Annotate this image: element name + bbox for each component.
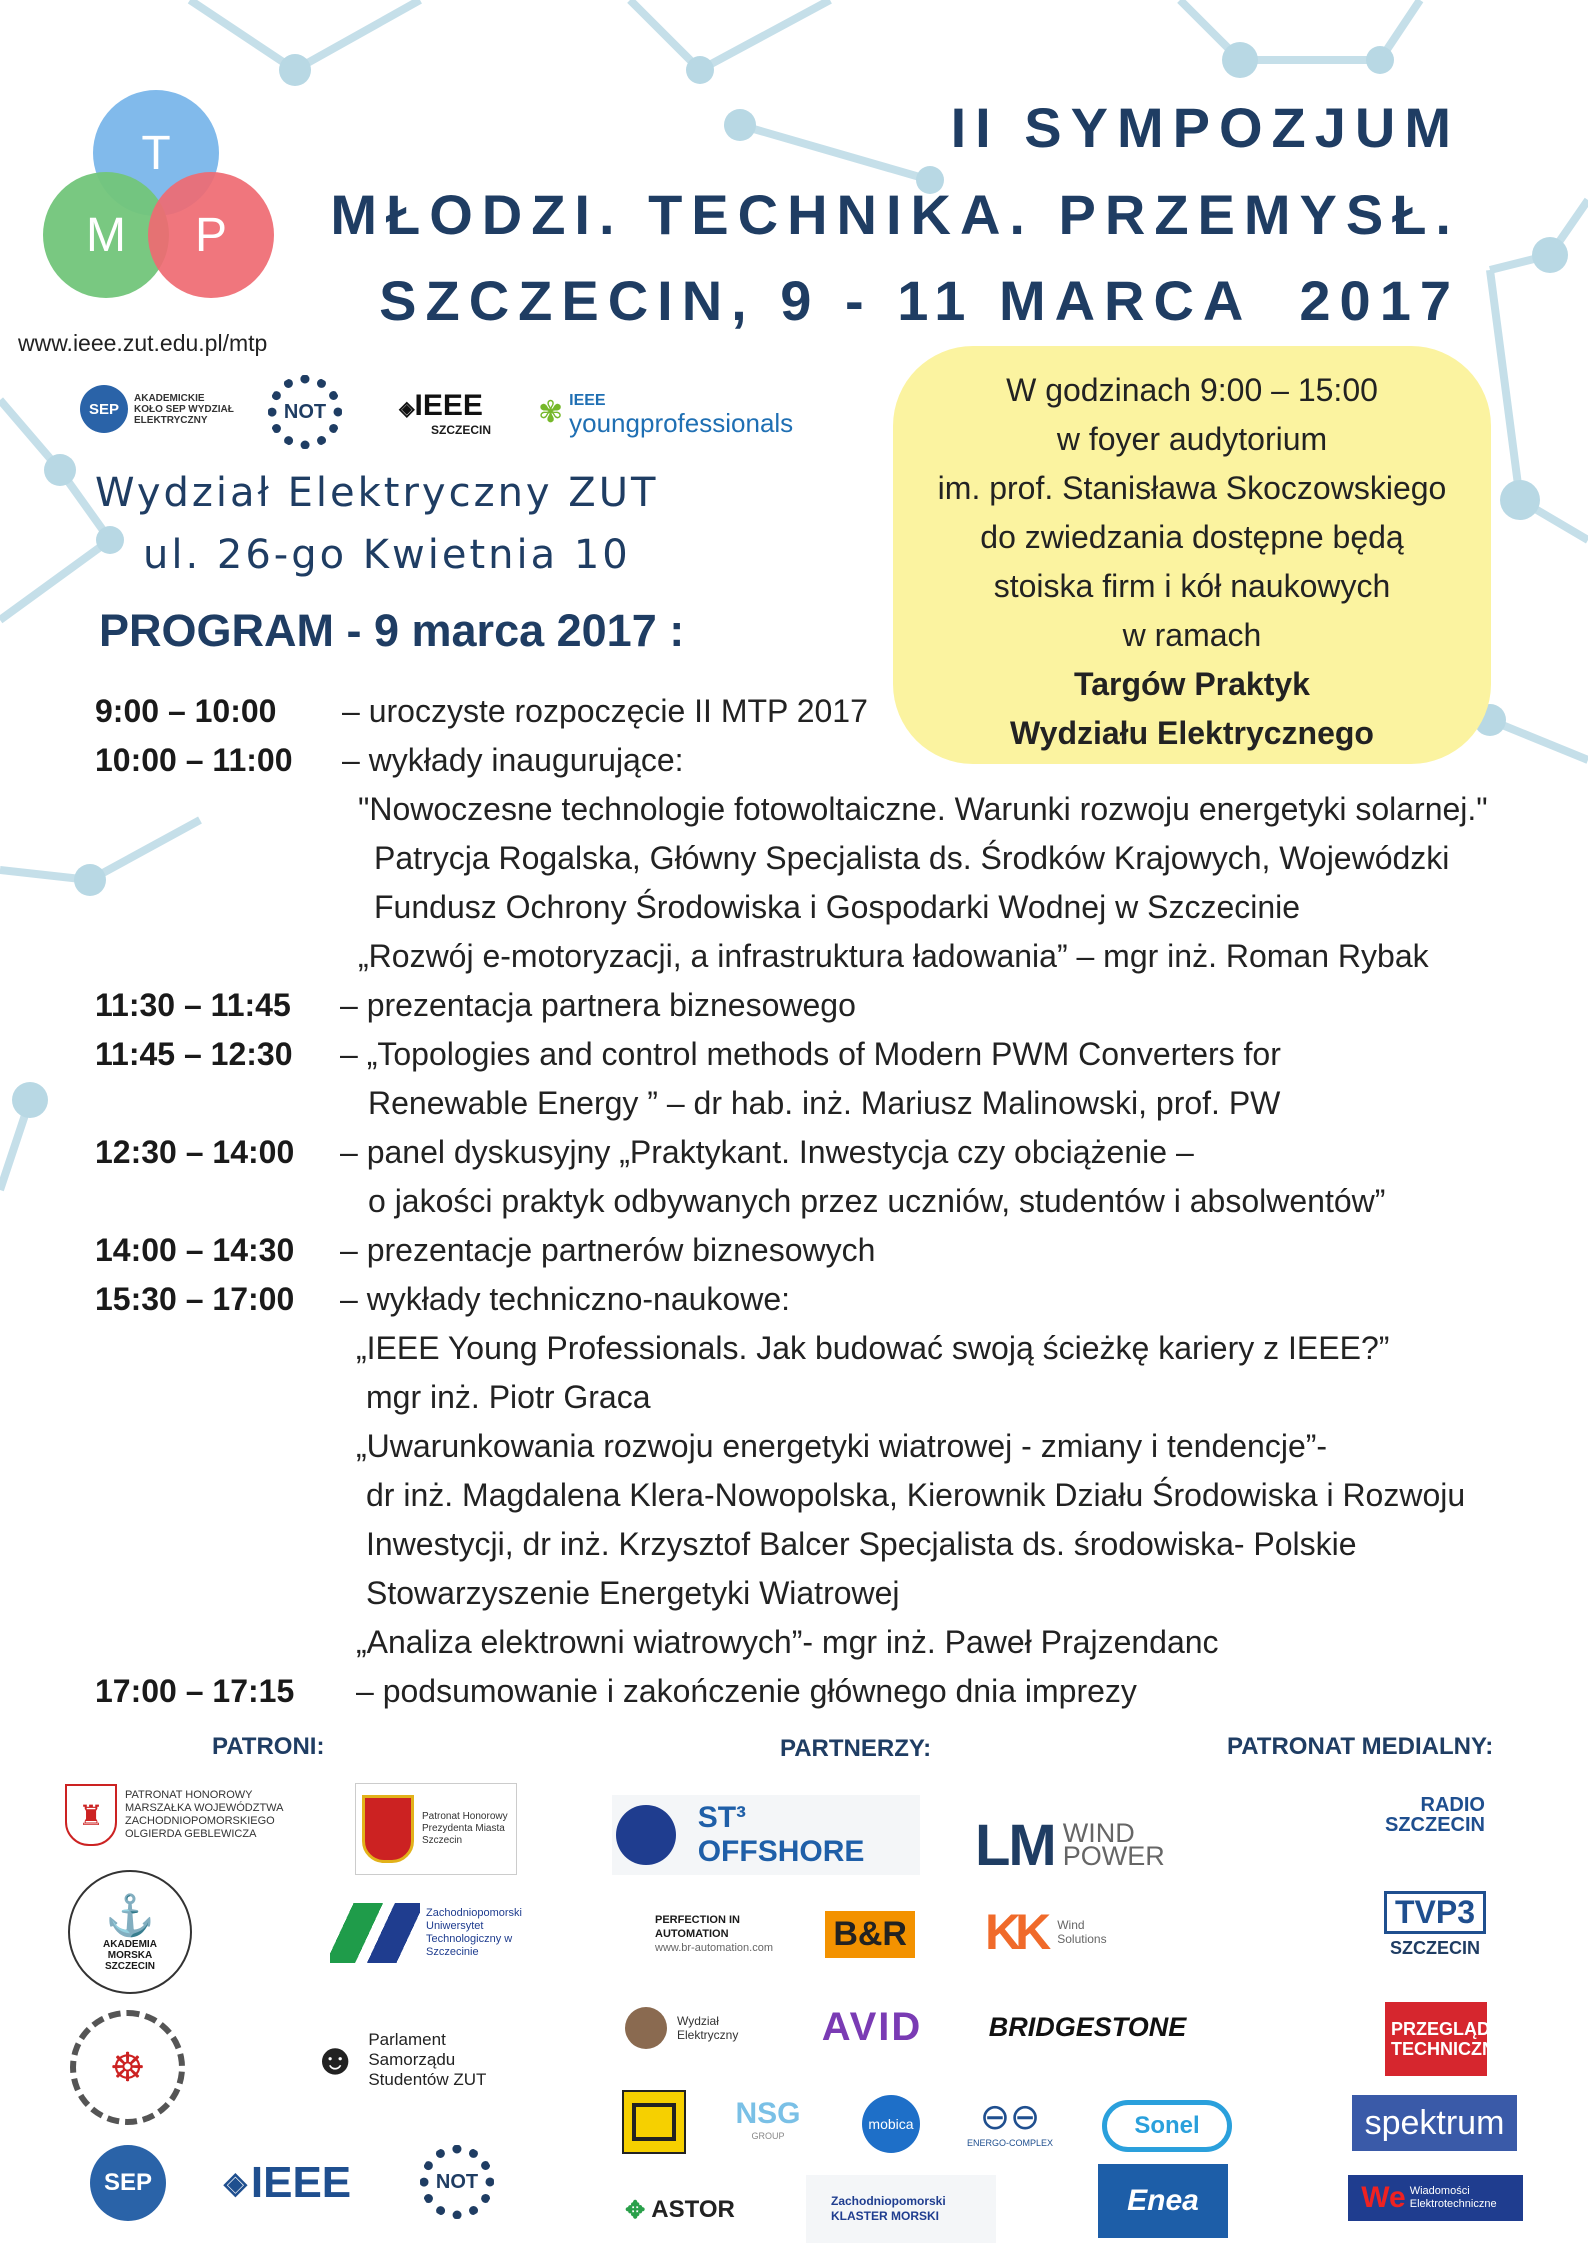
- schedule-text: Stowarzyszenie Energetyki Wiatrowej: [366, 1575, 900, 1611]
- ieee-diamond-icon: ◈: [399, 398, 415, 420]
- info-bold-line: Wydziału Elektrycznego: [1010, 715, 1374, 751]
- yellow-square-logo: [622, 2090, 686, 2154]
- akademia-morska-logo: [68, 1870, 192, 1994]
- schedule-time: 17:00 – 17:15: [95, 1673, 295, 1709]
- yp-ieee: IEEE: [569, 392, 606, 409]
- info-line: w foyer audytorium: [1056, 421, 1328, 457]
- zut-logo: [330, 1895, 550, 1970]
- schedule-time: 11:30 – 11:45: [95, 987, 291, 1023]
- ieee-logo: ◈ IEEE: [223, 2158, 352, 2207]
- not-logo: NOT: [268, 375, 342, 449]
- energo-complex-logo: [960, 2090, 1060, 2154]
- mtp-logo-p-circle: P: [148, 172, 274, 298]
- schedule-time: 11:45 – 12:30: [95, 1036, 293, 1072]
- griffin-emblem-icon: ♜: [65, 1784, 117, 1846]
- kk-wind-solutions-logo: [985, 1905, 1135, 1959]
- avid-logo: AVID: [821, 2004, 923, 2049]
- schedule-text: „Analiza elektrowni wiatrowych”- mgr inż. Paweł Prajzendanc: [356, 1624, 1219, 1660]
- we-mark-icon: We: [1361, 2181, 1406, 2214]
- przeglad-techniczny-logo: [1385, 2002, 1507, 2076]
- title-line-2: MŁODZI. TECHNIKA. PRZEMYSŁ.: [330, 183, 1460, 246]
- ship-wheel-logo: [70, 2010, 185, 2125]
- schedule-text: Patrycja Rogalska, Główny Specjalista ds. Środków Krajowych, Wojewódzki: [374, 840, 1450, 876]
- tvp3-szczecin-logo: [1375, 1885, 1495, 1965]
- schedule-time: 14:00 – 14:30: [95, 1232, 295, 1268]
- zut-text: Zachodniopomorski Uniwersytet Technologiczny w Szczecinie: [426, 1906, 522, 1958]
- sep-emblem-icon: SEP: [80, 385, 128, 433]
- schedule-text: – prezentacja partnera biznesowego: [340, 987, 856, 1023]
- wydzial-elektryczny-logo: [625, 2002, 775, 2054]
- radio-text: RADIO SZCZECIN: [1385, 1794, 1485, 1836]
- spektrum-logo: spektrum: [1352, 2095, 1517, 2151]
- sep-kolo-logo: [80, 378, 245, 440]
- wiadomosci-elektrotechniczne-logo: [1348, 2175, 1523, 2221]
- program-heading: PROGRAM - 9 marca 2017 :: [99, 605, 685, 656]
- wydzial-text: Wydział Elektryczny: [677, 2014, 739, 2042]
- kk-mark: KK: [985, 1904, 1046, 1960]
- schedule-text: Renewable Energy ” – dr hab. inż. Mariusz Malinowski, prof. PW: [368, 1085, 1281, 1121]
- st3-circle-icon: [616, 1805, 676, 1865]
- schedule-text: – podsumowanie i zakończenie głównego dnia imprezy: [356, 1673, 1137, 1709]
- astor-logo: ✥ ASTOR: [625, 2196, 735, 2224]
- parlament-logo: [312, 2020, 532, 2100]
- yp-leaf-icon: ✾: [538, 395, 564, 429]
- schedule-text: – uroczyste rozpoczęcie II MTP 2017: [342, 693, 868, 729]
- venue-line-1: Wydział Elektryczny ZUT: [95, 470, 659, 516]
- bridgestone-logo: BRIDGESTONE: [988, 2011, 1187, 2042]
- schedule-text: „IEEE Young Professionals. Jak budować swoją ścieżkę kariery z IEEE?”: [356, 1330, 1390, 1366]
- lm-text: LM: [975, 1812, 1055, 1878]
- info-bold-line: Targów Praktyk: [1074, 666, 1310, 702]
- prezydent-text: Patronat Honorowy Prezydenta Miasta Szczecin: [422, 1811, 508, 1846]
- st3-offshore-logo: [612, 1795, 920, 1875]
- szczecin-crest-icon: [362, 1795, 414, 1863]
- lm-sub: WIND POWER: [1062, 1818, 1165, 1871]
- nsg-sub: GROUP: [751, 2131, 785, 2141]
- info-line: do zwiedzania dostępne będą: [980, 519, 1404, 555]
- venue-line-2: ul. 26-go Kwietnia 10: [143, 532, 631, 578]
- patroni-heading: PATRONI:: [212, 1733, 325, 1760]
- schedule-text: mgr inż. Piotr Graca: [366, 1379, 651, 1415]
- schedule-text: – panel dyskusyjny „Praktykant. Inwestycja czy obciążenie –: [340, 1134, 1194, 1170]
- wiadomosci-text: Wiadomości Elektrotechniczne: [1409, 2185, 1497, 2210]
- schedule-time: 9:00 – 10:00: [95, 693, 277, 729]
- schedule-time: 10:00 – 11:00: [95, 742, 293, 778]
- schedule-text: dr inż. Magdalena Klera-Nowopolska, Kierownik Działu Środowiska i Rozwoju: [366, 1477, 1466, 1513]
- nsg-mark: NSG: [735, 2097, 801, 2130]
- mobica-logo: mobica: [862, 2095, 920, 2153]
- klaster-text: Zachodniopomorski KLASTER MORSKI: [831, 2194, 946, 2223]
- yp-text: youngprofessionals: [569, 408, 794, 438]
- kk-sub: Wind Solutions: [1057, 1918, 1107, 1946]
- schedule-text: – wykłady inaugurujące:: [342, 742, 684, 778]
- info-line: stoiska firm i kół naukowych: [993, 568, 1391, 604]
- ship-wheel-icon: ☸: [109, 2045, 146, 2090]
- ieee-mark: ◈IEEE: [399, 389, 483, 422]
- schedule-text: "Nowoczesne technologie fotowoltaiczne. Warunki rozwoju energetyki solarnej.": [358, 791, 1488, 827]
- info-line: im. prof. Stanisława Skoczowskiego: [937, 470, 1447, 506]
- akademia-text: AKADEMIA MORSKA SZCZECIN: [103, 1939, 157, 1972]
- schedule-text: Inwestycji, dr inż. Krzysztof Balcer Specjalista ds. środowiska- Polskie: [366, 1526, 1357, 1562]
- parlament-text: Parlament Samorządu Studentów ZUT: [368, 2030, 487, 2089]
- partnerzy-heading: PARTNERZY:: [780, 1735, 932, 1762]
- info-line: W godzinach 9:00 – 15:00: [1006, 372, 1378, 408]
- zut-stripes-icon: [330, 1903, 420, 1963]
- schedule-text: o jakości praktyk odbywanych przez uczniów, studentów i absolwentów”: [368, 1183, 1386, 1219]
- br-mark: B&R: [825, 1911, 915, 1958]
- klaster-morski-logo: [806, 2175, 996, 2243]
- schedule-text: – wykłady techniczno-naukowe:: [340, 1281, 791, 1317]
- br-url: www.br-automation.com: [655, 1942, 773, 1954]
- info-box: [893, 346, 1491, 764]
- schedule-text: – prezentacje partnerów biznesowych: [340, 1232, 876, 1268]
- schedule-time: 15:30 – 17:00: [95, 1281, 295, 1317]
- tvp-sub: SZCZECIN: [1390, 1938, 1480, 1958]
- schedule-text: „Rozwój e-motoryzacji, a infrastruktura ładowania” – mgr inż. Roman Rybak: [358, 938, 1429, 974]
- wydzial-emblem-icon: [625, 2007, 667, 2049]
- mtp-logo-t-circle: T: [93, 90, 219, 216]
- mtp-logo-m-circle: M: [43, 172, 169, 298]
- ieee-diamond-icon: ◈: [223, 2166, 247, 2200]
- br-automation-logo: [655, 1905, 915, 1963]
- st3-text: ST³ OFFSHORE: [697, 1801, 865, 1868]
- patronat-medialny-heading: PATRONAT MEDIALNY:: [1227, 1733, 1494, 1760]
- yellow-square-icon: [632, 2103, 676, 2141]
- radio-szczecin-logo: [1365, 1790, 1505, 1840]
- br-tagline: PERFECTION IN AUTOMATION: [655, 1914, 740, 1940]
- lm-wind-power-logo: [975, 1812, 1255, 1878]
- nsg-group-logo: [728, 2090, 808, 2148]
- enea-logo: Enea: [1098, 2164, 1228, 2238]
- akademia-emblem-icon: ⚓: [105, 1894, 155, 1938]
- schedule-time: 12:30 – 14:00: [95, 1134, 295, 1170]
- sep-logo: SEP: [90, 2145, 166, 2221]
- astor-mark-icon: ✥: [625, 2196, 646, 2224]
- marszalek-patronage-logo: [65, 1780, 310, 1850]
- tvp-mark: TVP3: [1384, 1891, 1486, 1934]
- energo-rings-icon: ⊖⊖: [979, 2096, 1041, 2137]
- schedule-text: – „Topologies and control methods of Modern PWM Converters for: [340, 1036, 1281, 1072]
- website-link[interactable]: www.ieee.zut.edu.pl/mtp: [18, 330, 268, 356]
- title-line-1: II SYMPOZJUM: [950, 96, 1460, 159]
- przeglad-text: PRZEGLĄD TECHNICZNY: [1391, 2019, 1507, 2059]
- not-bottom-logo: NOT: [420, 2145, 494, 2219]
- sonel-logo: Sonel: [1102, 2100, 1232, 2152]
- prezydent-patronage-logo: [355, 1783, 517, 1875]
- ieee-szczecin-sub: SZCZECIN: [431, 423, 491, 437]
- info-line: w ramach: [1122, 617, 1262, 653]
- schedule-text: „Uwarunkowania rozwoju energetyki wiatrowej - zmiany i tendencje”-: [356, 1428, 1328, 1464]
- sep-kolo-text: AKADEMICKIE KOŁO SEP WYDZIAŁ ELEKTRYCZNY: [134, 392, 234, 426]
- ieee-szczecin-logo: [376, 385, 506, 441]
- schedule-text: Fundusz Ochrony Środowiska i Gospodarki Wodnej w Szczecinie: [374, 889, 1301, 925]
- graduate-face-icon: ☻: [312, 2035, 359, 2084]
- marszalek-text: PATRONAT HONOROWY MARSZAŁKA WOJEWÓDZTWA ZACHODNIOPOMORSKIEGO OLGIERDA GEBLEWICZA: [125, 1789, 283, 1840]
- ieee-young-professionals-logo: [538, 383, 798, 441]
- energo-text: ENERGO-COMPLEX: [966, 2138, 1053, 2148]
- title-line-3: SZCZECIN, 9 - 11 MARCA 2017: [379, 269, 1460, 332]
